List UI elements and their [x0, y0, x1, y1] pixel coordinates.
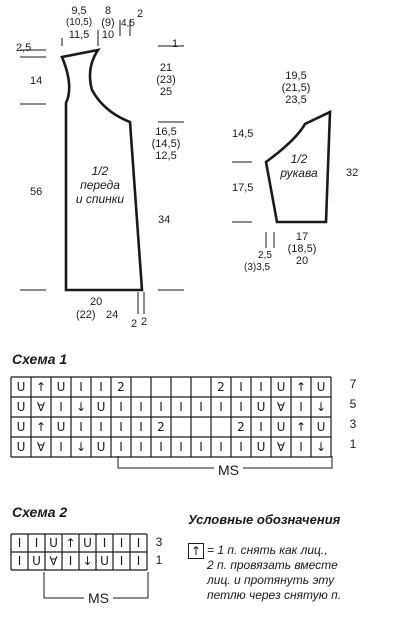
chart1-stitch: I [259, 380, 263, 394]
chart1-title: Схема 1 [12, 351, 68, 367]
body-title [70, 164, 130, 206]
legend-title: Условные обозначения [188, 512, 341, 527]
sleeve-top-width [276, 70, 316, 106]
sleeve-bottom-offset-2: (3)3,5 [244, 262, 271, 273]
neck-width-l: 11,5 [68, 29, 90, 41]
body-lower-length: 34 [158, 214, 171, 226]
chart2-stitch: I [34, 536, 39, 550]
chart2-row-1: 1 [155, 553, 163, 567]
chart2-stitch: ↑ [65, 536, 76, 550]
side-shaping-m: (14,5) [151, 138, 181, 150]
neck-width-m: (10,5) [65, 17, 93, 28]
chart1-stitch: U [16, 400, 26, 414]
chart2-stitch: U [49, 536, 58, 550]
chart1-stitch: U [96, 440, 106, 454]
body-bottom-width-l: 24 [106, 309, 119, 321]
chart2-stitch: I [136, 554, 141, 568]
chart1-stitch: 2 [157, 420, 165, 434]
chart1-stitch: I [199, 400, 203, 414]
chart1-stitch: I [139, 440, 143, 454]
body-bottom-width-s: 20 [90, 296, 103, 308]
chart1-stitch: I [259, 420, 263, 434]
chart2-stitch: I [119, 554, 124, 568]
sleeve-bottom-width-m: (18,5) [287, 243, 317, 255]
chart2-stitch: ↓ [82, 554, 93, 568]
chart1-stitch: I [299, 440, 303, 454]
chart1-stitch: U [96, 400, 106, 414]
body-shoulder-width [98, 5, 118, 41]
body-bottom-width-m: (22) [76, 309, 96, 321]
chart1-stitch: I [299, 400, 303, 414]
chart1-row-1: 1 [349, 437, 357, 451]
legend-text [207, 543, 341, 603]
chart1-stitch: ↑ [35, 380, 47, 394]
sleeve-total-length: 32 [346, 167, 359, 179]
sleeve-top-width-l: 23,5 [285, 94, 307, 106]
chart1-stitch: ↓ [75, 400, 87, 414]
neck-width-s: 9,5 [71, 5, 87, 17]
chart1-stitch: I [219, 400, 223, 414]
chart2-row-3: 3 [155, 535, 163, 549]
armhole-depth-m: (23) [156, 74, 176, 86]
body-shoulder-drop: 2,5 [16, 42, 32, 54]
chart1-stitch: I [99, 380, 103, 394]
chart1-stitch: ∀ [36, 400, 46, 414]
chart1-stitch: I [159, 400, 163, 414]
chart1-stitch: 2 [117, 380, 125, 394]
chart1-ms-label: MS [214, 462, 243, 478]
body-total-length: 56 [30, 186, 43, 198]
chart1-stitch: I [159, 440, 163, 454]
chart1-stitch: ↑ [295, 420, 307, 434]
chart1-stitch: I [219, 440, 223, 454]
body-bottom-offset-1: 2 [131, 318, 138, 330]
chart1-stitch: ↑ [295, 380, 307, 394]
armhole-depth-l: 25 [159, 86, 173, 98]
side-shaping-s: 16,5 [155, 126, 177, 138]
chart1-stitch: U [316, 420, 326, 434]
chart1-stitch: U [276, 420, 286, 434]
chart2-stitch: U [32, 554, 41, 568]
legend-line-4: петлю через снятую п. [207, 588, 342, 602]
body-bottom-offset-2: 2 [141, 316, 148, 328]
chart1-grid [10, 376, 330, 456]
chart1-stitch: I [59, 440, 63, 454]
sleeve-cap-height: 14,5 [232, 128, 254, 140]
chart1-stitch: I [239, 380, 243, 394]
chart1-stitch: I [79, 420, 83, 434]
chart1-stitch: ↑ [35, 420, 47, 434]
sleeve-bottom-width [282, 231, 322, 267]
chart2-grid [10, 533, 146, 569]
chart1-stitch: I [99, 420, 103, 434]
chart1-stitch: ∀ [276, 440, 286, 454]
chart1-stitch: I [179, 400, 183, 414]
chart1-stitch: I [139, 420, 143, 434]
chart2-stitch: I [17, 554, 22, 568]
chart2-stitch: I [17, 536, 22, 550]
body-top-mark: 1 [172, 38, 179, 50]
chart1-stitch: U [56, 380, 66, 394]
chart2-stitch: I [119, 536, 124, 550]
sleeve-bottom-offset-1: 2,5 [258, 250, 272, 261]
chart1-stitch: U [276, 380, 286, 394]
sleeve-title [276, 152, 322, 180]
sleeve-top-width-m: (21,5) [281, 82, 311, 94]
body-title-line1: 1/2 [91, 164, 109, 178]
chart2-stitch: U [83, 536, 92, 550]
chart1-stitch: ↓ [75, 440, 87, 454]
slip-knit-pass-icon: ↑ [190, 544, 202, 558]
armhole-depth-s: 21 [159, 62, 173, 74]
sleeve-bottom-width-l: 20 [295, 255, 309, 267]
chart2-stitch: ∀ [49, 554, 58, 568]
chart1-stitch: U [56, 420, 66, 434]
chart1-stitch: I [179, 440, 183, 454]
chart1-stitch: ∀ [276, 400, 286, 414]
sleeve-title-line2: рукава [280, 166, 318, 180]
legend-line-3: лиц. и протянуть эту [207, 573, 335, 587]
chart1-stitch: I [199, 440, 203, 454]
chart1-row-7: 7 [349, 377, 357, 391]
chart1-row-5: 5 [349, 397, 357, 411]
chart1-stitch: U [16, 420, 26, 434]
chart1-stitch: I [139, 400, 143, 414]
body-side-shaping [148, 126, 184, 162]
chart1-stitch: I [119, 400, 123, 414]
chart2-stitch: U [100, 554, 109, 568]
chart1-stitch: I [119, 420, 123, 434]
sleeve-lower-height: 17,5 [232, 182, 254, 194]
chart1-stitch: ∀ [36, 440, 46, 454]
chart1-stitch: I [119, 440, 123, 454]
body-neck-width [63, 5, 95, 41]
chart1-stitch: 2 [237, 420, 245, 434]
shoulder-width-s: 8 [104, 5, 112, 17]
chart2-ms-label: MS [84, 590, 113, 606]
body-side-offset: 2 [137, 8, 144, 20]
chart1-stitch: U [16, 380, 26, 394]
chart1-row-3: 3 [349, 417, 357, 431]
legend-symbol-box [188, 543, 204, 559]
body-title-line2: переда [80, 178, 120, 192]
legend-line-2: 2 п. провязать вместе [207, 558, 338, 572]
chart1-stitch: I [239, 440, 243, 454]
chart1-stitch: I [239, 400, 243, 414]
body-armhole-depth [152, 62, 180, 98]
chart1-stitch: ↓ [315, 440, 327, 454]
chart1-stitch: 2 [217, 380, 225, 394]
chart1-stitch: U [256, 440, 266, 454]
chart1-stitch: U [16, 440, 26, 454]
chart1-stitch: U [316, 380, 326, 394]
body-title-line3: и спинки [75, 192, 125, 206]
sleeve-title-line1: 1/2 [290, 152, 308, 166]
body-armhole-offset: 4,5 [121, 18, 135, 29]
chart2-title: Схема 2 [12, 504, 68, 520]
chart2-stitch: I [102, 536, 107, 550]
sleeve-bottom-width-s: 17 [295, 231, 309, 243]
shoulder-width-l: 10 [101, 29, 115, 41]
chart1-stitch: ↓ [315, 400, 327, 414]
chart1-stitch: I [79, 380, 83, 394]
chart1-stitch: U [256, 400, 266, 414]
legend-line-1: = 1 п. снять как лиц., [207, 543, 328, 557]
chart2-stitch: I [68, 554, 73, 568]
side-shaping-l: 12,5 [155, 150, 177, 162]
body-neck-depth: 14 [30, 75, 43, 87]
chart1-stitch: I [59, 400, 63, 414]
shoulder-width-m: (9) [101, 17, 115, 29]
chart2-stitch: I [136, 536, 141, 550]
sleeve-top-width-s: 19,5 [285, 70, 307, 82]
